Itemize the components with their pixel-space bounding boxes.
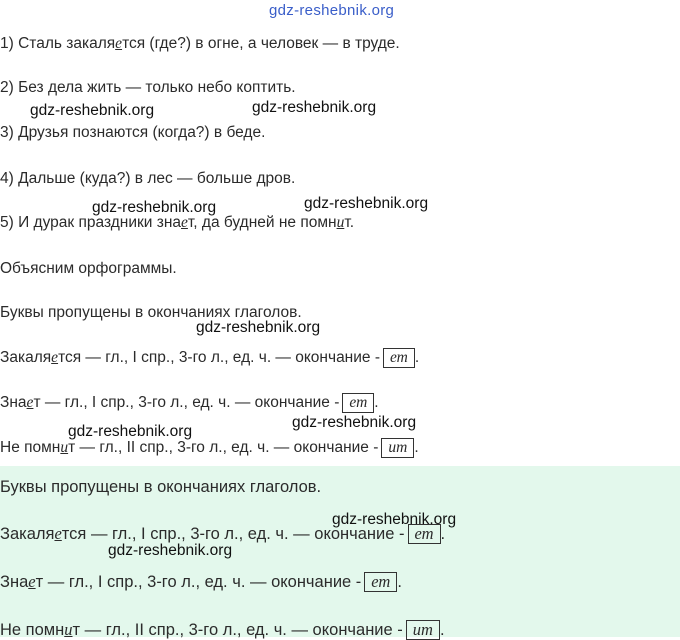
analysis-row-green: [0, 572, 402, 592]
watermark: gdz-reshebnik.org: [30, 102, 155, 119]
text: .: [440, 525, 446, 543]
analysis-row: [0, 438, 419, 458]
text: Зна: [0, 573, 29, 591]
watermark: gdz-reshebnik.org: [92, 199, 217, 216]
analysis-row-green: [0, 620, 445, 640]
text: т.: [344, 214, 354, 231]
ending-box: ит: [381, 438, 414, 458]
text: т, да будней не помн: [187, 214, 337, 231]
marked-letter: и: [336, 214, 345, 231]
missing-heading: Буквы пропущены в окончаниях глаголов.: [0, 304, 302, 321]
text: Не помн: [0, 621, 65, 639]
text: т — гл., I спр., 3-го л., ед. ч. — окончание -: [33, 394, 340, 411]
explain-heading: Объясним орфограммы.: [0, 260, 177, 277]
text: 1) Сталь закаля: [0, 35, 116, 52]
watermark: gdz-reshebnik.org: [292, 414, 417, 431]
text: тся — гл., I спр., 3-го л., ед. ч. — окончание -: [58, 349, 380, 366]
marked-letter: е: [28, 572, 36, 591]
watermark: gdz-reshebnik.org: [68, 423, 193, 440]
text: .: [414, 349, 420, 366]
marked-letter: е: [181, 214, 188, 231]
analysis-row: [0, 393, 379, 413]
analysis-row: [0, 348, 419, 368]
ending-box: ет: [383, 348, 415, 368]
missing-heading-green: Буквы пропущены в окончаниях глаголов.: [0, 478, 322, 496]
marked-letter: и: [64, 620, 73, 639]
text: .: [397, 573, 402, 591]
text: .: [414, 439, 419, 456]
text: Закаля: [0, 349, 52, 366]
marked-letter: и: [60, 439, 69, 456]
proverb-4: 4) Дальше (куда?) в лес — больше дров.: [0, 170, 296, 187]
text: Закаля: [0, 525, 55, 543]
ending-box: ет: [364, 572, 397, 592]
text: Не помн: [0, 439, 61, 456]
watermark: gdz-reshebnik.org: [108, 542, 233, 559]
proverb-3: 3) Друзья познаются (когда?) в беде.: [0, 124, 266, 141]
text: тся — гл., I спр., 3-го л., ед. ч. — окончание -: [61, 525, 405, 543]
watermark-top: gdz-reshebnik.org: [269, 2, 395, 19]
proverb-1: [0, 34, 400, 54]
text: т — гл., I спр., 3-го л., ед. ч. — окончание -: [35, 573, 362, 591]
ending-box: ит: [406, 620, 440, 640]
proverb-2: 2) Без дела жить — только небо коптить.: [0, 79, 296, 96]
ending-box: ет: [408, 524, 441, 544]
text: тся (где?) в огне, а человек — в труде.: [122, 35, 400, 52]
marked-letter: е: [115, 35, 123, 52]
text: .: [374, 394, 379, 411]
watermark: gdz-reshebnik.org: [252, 99, 377, 116]
ending-box: ет: [342, 393, 374, 413]
text: т — гл., II спр., 3-го л., ед. ч. — окончание -: [72, 621, 403, 639]
text: 5) И дурак праздники зна: [0, 214, 182, 231]
watermark: gdz-reshebnik.org: [304, 195, 429, 212]
text: Зна: [0, 394, 27, 411]
text: т — гл., II спр., 3-го л., ед. ч. — окончание -: [68, 439, 379, 456]
marked-letter: е: [51, 349, 59, 366]
marked-letter: е: [54, 524, 62, 543]
watermark: gdz-reshebnik.org: [332, 511, 457, 528]
text: .: [439, 621, 445, 639]
watermark: gdz-reshebnik.org: [196, 319, 321, 336]
marked-letter: е: [26, 394, 34, 411]
